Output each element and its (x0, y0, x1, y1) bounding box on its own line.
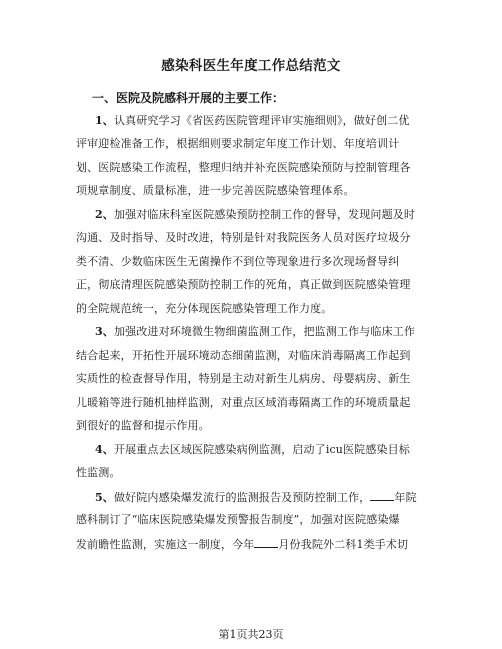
paragraph-text: 开展重点去区域医院感染病例监测，启动了icu医院感染目标 (113, 443, 410, 456)
paragraph-number: 2、 (95, 208, 114, 221)
paragraph-text: 加强对临床科室医院感染预防控制工作的督导，发现问题及时 (113, 208, 416, 221)
paragraph-number: 1、 (95, 114, 114, 127)
paragraph-text: 发前瞻性监测，实施这一制度，今年 (76, 538, 255, 551)
document-title: 感染科医生年度工作总结范文 (161, 58, 341, 74)
paragraph-1-line-2: 评审迎检准备工作，根据细则要求制定年度工作计划、年度培训计 (76, 137, 400, 150)
paragraph-3-line-5: 到很好的监督和提示作用。 (76, 419, 210, 432)
section-heading: 一、医院及院感科开展的主要工作： (92, 91, 285, 105)
paragraph-2-line-3: 类不清、少数临床医生无菌操作不到位等现象进行多次现场督导纠 (76, 255, 400, 268)
paragraph-2-line-2: 沟通、及时指导、及时改进，特别是针对我院医务人员对医疗垃圾分 (76, 231, 411, 244)
paragraph-3-line-1 (95, 324, 433, 339)
paragraph-number: 4、 (95, 443, 114, 456)
paragraph-text: 做好院内感染爆发流行的监测报告及预防控制工作， (113, 491, 371, 504)
paragraph-5-line-3 (76, 536, 432, 552)
paragraph-2-line-1 (95, 207, 433, 222)
paragraph-number: 5、 (95, 491, 114, 504)
paragraph-4-line-1 (95, 442, 433, 457)
paragraph-3-line-2: 结合起来，开拓性开展环境动态细菌监测，对临床消毒隔离工作起到 (76, 349, 411, 362)
paragraph-5-line-1 (95, 489, 433, 505)
paragraph-number: 3、 (95, 325, 114, 338)
paragraph-text: 认真研究学习《省医药医院管理评审实施细则》，做好创二优 (113, 114, 410, 127)
fill-in-blank (370, 489, 394, 501)
paragraph-text: 月份我院外二科1类手术切 (278, 538, 409, 551)
paragraph-3-line-4: 儿暖箱等进行随机抽样监测，对重点区域消毒隔离工作的环境质量起 (76, 396, 411, 409)
paragraph-2-line-5: 的全院规范统一，充分体现医院感染管理工作力度。 (76, 302, 333, 315)
page-footer: 第1页共23页 (218, 628, 284, 641)
paragraph-4-line-2: 性监测。 (76, 466, 121, 479)
paragraph-1-line-1 (95, 113, 433, 128)
paragraph-text: 年院 (394, 491, 417, 504)
paragraph-5-line-2: 感科制订了“临床医院感染爆发预警报告制度”，加强对医院感染爆 (76, 513, 400, 526)
paragraph-text: 加强改进对环境微生物细菌监测工作，把监测工作与临床工作 (113, 325, 416, 338)
fill-in-blank (254, 536, 278, 548)
paragraph-1-line-3: 划、医院感染工作流程，整理归纳并补充医院感染预防与控制管理各 (76, 161, 411, 174)
paragraph-1-line-4: 项规章制度、质量标准，进一步完善医院感染管理体系。 (76, 184, 355, 197)
paragraph-3-line-3: 实质性的检查督导作用，特别是主动对新生儿病房、母婴病房、新生 (76, 372, 411, 385)
paragraph-2-line-4: 正，彻底清理医院感染预防控制工作的死角，真正做到医院感染管理 (76, 278, 411, 291)
